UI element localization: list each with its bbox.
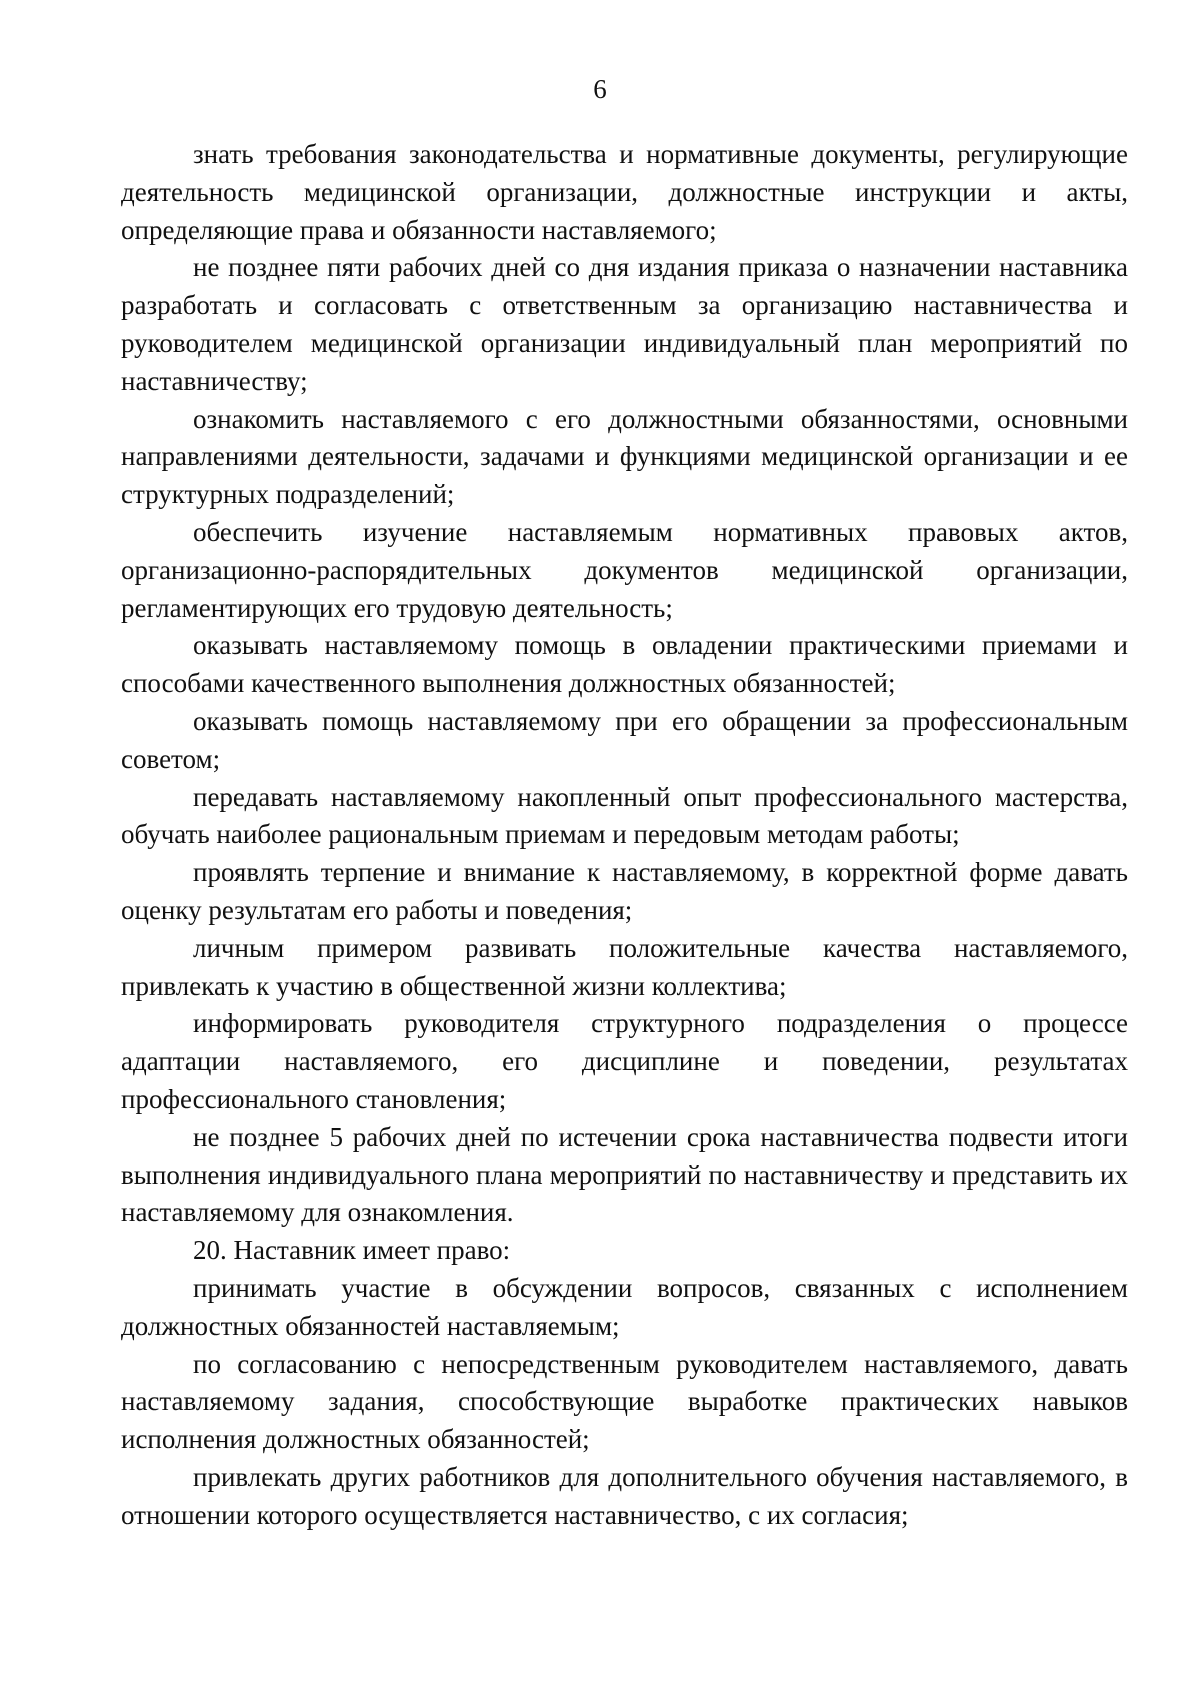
paragraph: по согласованию с непосредственным руководителем наставляемого, давать наставляемому задания, способствующие выработке практических навыков исполнения должностных обязанностей; (121, 1348, 1128, 1455)
paragraph: передавать наставляемому накопленный опыт профессионального мастерства, обучать наиболее рациональным приемам и передовым методам работы; (121, 781, 1128, 850)
paragraph: оказывать помощь наставляемому при его обращении за профессиональным советом; (121, 705, 1128, 774)
document-body (121, 136, 1128, 1534)
paragraph: оказывать наставляемому помощь в овладении практическими приемами и способами качественного выполнения должностных обязанностей; (121, 630, 1128, 699)
paragraph: привлекать других работников для дополнительного обучения наставляемого, в отношении которого осуществляется наставничество, с их согласия; (121, 1461, 1128, 1530)
paragraph: информировать руководителя структурного подразделения о процессе адаптации наставляемого, его дисциплине и поведении, результатах профессионального становления; (121, 1008, 1128, 1114)
paragraph: проявлять терпение и внимание к наставляемому, в корректной форме давать оценку результатам его работы и поведения; (121, 857, 1128, 925)
paragraph: знать требования законодательства и нормативные документы, регулирующие деятельность медицинской организации, должностные инструкции и акты, определяющие права и обязанности наставляемого; (121, 139, 1128, 245)
paragraph: обеспечить изучение наставляемым нормативных правовых актов, организационно-распорядительных документов медицинской организации, регламентирующих его трудовую деятельность; (121, 516, 1128, 623)
paragraph: принимать участие в обсуждении вопросов, связанных с исполнением должностных обязанностей наставляемым; (121, 1272, 1128, 1341)
section-heading: 20. Наставник имеет право: (193, 1235, 511, 1266)
page-number: 6 (593, 74, 607, 104)
paragraph: не позднее 5 рабочих дней по истечении срока наставничества подвести итоги выполнения индивидуального плана мероприятий по наставничеству и представить их наставляемому для ознакомления. (121, 1121, 1128, 1228)
paragraph: ознакомить наставляемого с его должностными обязанностями, основными направлениями деятельности, задачами и функциями медицинской организации и ее структурных подразделений; (121, 403, 1128, 510)
paragraph: не позднее пяти рабочих дней со дня издания приказа о назначении наставника разработать и согласовать с ответственным за организацию наставничества и руководителем медицинской организации индивидуальный план мероприятий по наставничеству; (121, 252, 1128, 396)
paragraph: личным примером развивать положительные качества наставляемого, привлекать к участию в общественной жизни коллектива; (121, 932, 1128, 1001)
